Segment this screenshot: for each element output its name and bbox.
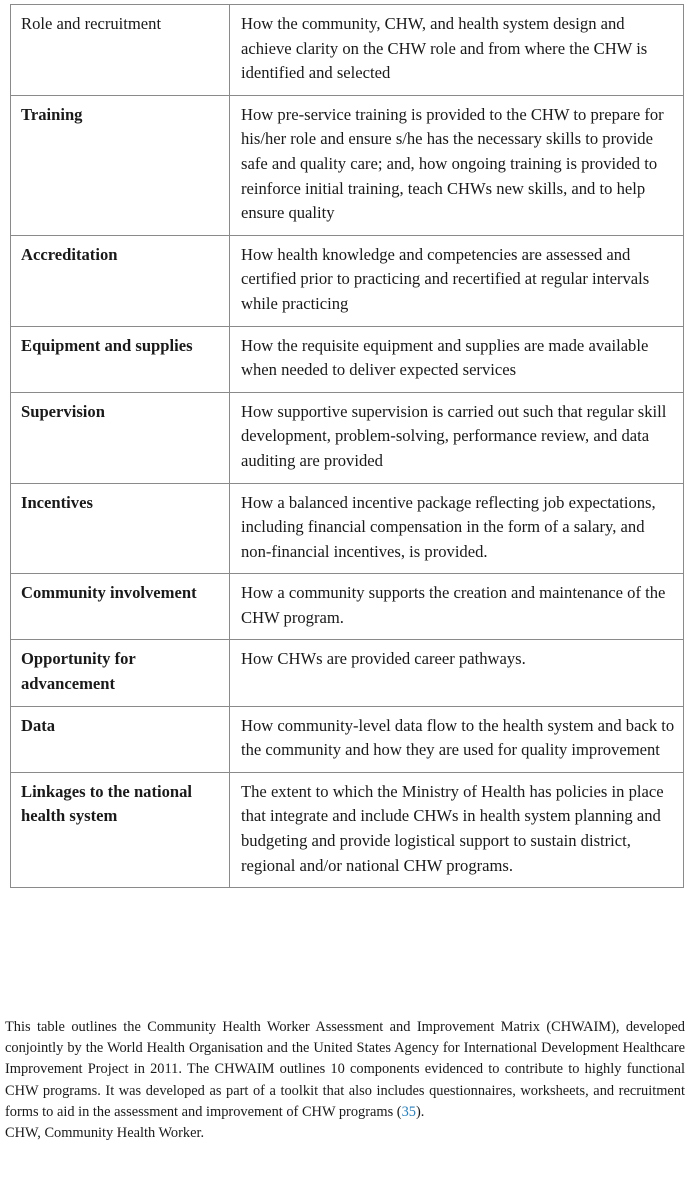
component-cell: Training — [11, 95, 230, 235]
description-cell: How community-level data flow to the health system and back to the community and how they are used for quality improvement — [230, 706, 684, 772]
chwaim-table — [10, 4, 684, 888]
table-row — [11, 326, 684, 392]
description-cell: How the requisite equipment and supplies are made available when needed to deliver expected services — [230, 326, 684, 392]
component-cell: Opportunity for advancement — [11, 640, 230, 706]
description-cell: How pre-service training is provided to the CHW to prepare for his/her role and ensure s/he has the necessary skills to provide safe and quality care; and, how ongoing training is provided to reinforce initial training, teach CHWs new skills, and to help ensure quality — [230, 95, 684, 235]
table-row — [11, 483, 684, 574]
description-cell: How CHWs are provided career pathways. — [230, 640, 684, 706]
table-row — [11, 235, 684, 326]
component-cell: Community involvement — [11, 574, 230, 640]
description-cell: How supportive supervision is carried out such that regular skill development, problem-solving, performance review, and data auditing are provided — [230, 392, 684, 483]
table-row — [11, 640, 684, 706]
table-row — [11, 95, 684, 235]
table-footnote — [5, 1017, 685, 1144]
table-row — [11, 392, 684, 483]
description-cell: The extent to which the Ministry of Health has policies in place that integrate and include CHWs in health system planning and budgeting and provide logistical support to sustain district, regional and/or national CHW programs. — [230, 772, 684, 887]
table-row — [11, 5, 684, 96]
footnote-paragraph — [5, 1017, 685, 1123]
footnote-text: This table outlines the Community Health Worker Assessment and Improvement Matrix (CHWAIM), developed conjointly by the World Health Organisation and the United States Agency for International Development Healthcare Improvement Project in 2011. The CHWAIM outlines 10 components evidenced to contribute to highly functional CHW programs. It was developed as part of a toolkit that also includes questionnaires, worksheets, and recruitment forms to aid in the assessment and improvement of CHW programs ( — [5, 1019, 685, 1120]
component-cell: Data — [11, 706, 230, 772]
component-cell: Incentives — [11, 483, 230, 574]
component-cell: Linkages to the national health system — [11, 772, 230, 887]
abbreviation-note: CHW, Community Health Worker. — [5, 1125, 205, 1142]
table-row — [11, 706, 684, 772]
description-cell: How health knowledge and competencies are assessed and certified prior to practicing and recertified at regular intervals while practicing — [230, 235, 684, 326]
citation-link[interactable]: 35 — [401, 1103, 416, 1120]
description-cell: How a community supports the creation and maintenance of the CHW program. — [230, 574, 684, 640]
table-row — [11, 772, 684, 887]
description-cell: How the community, CHW, and health system design and achieve clarity on the CHW role and from where the CHW is identified and selected — [230, 5, 684, 96]
component-cell: Supervision — [11, 392, 230, 483]
table-row — [11, 574, 684, 640]
component-cell: Accreditation — [11, 235, 230, 326]
footnote-text-end: ). — [416, 1103, 425, 1120]
description-cell: How a balanced incentive package reflecting job expectations, including financial compensation in the form of a salary, and non-financial incentives, is provided. — [230, 483, 684, 574]
component-cell: Equipment and supplies — [11, 326, 230, 392]
component-cell: Role and recruitment — [11, 5, 230, 96]
